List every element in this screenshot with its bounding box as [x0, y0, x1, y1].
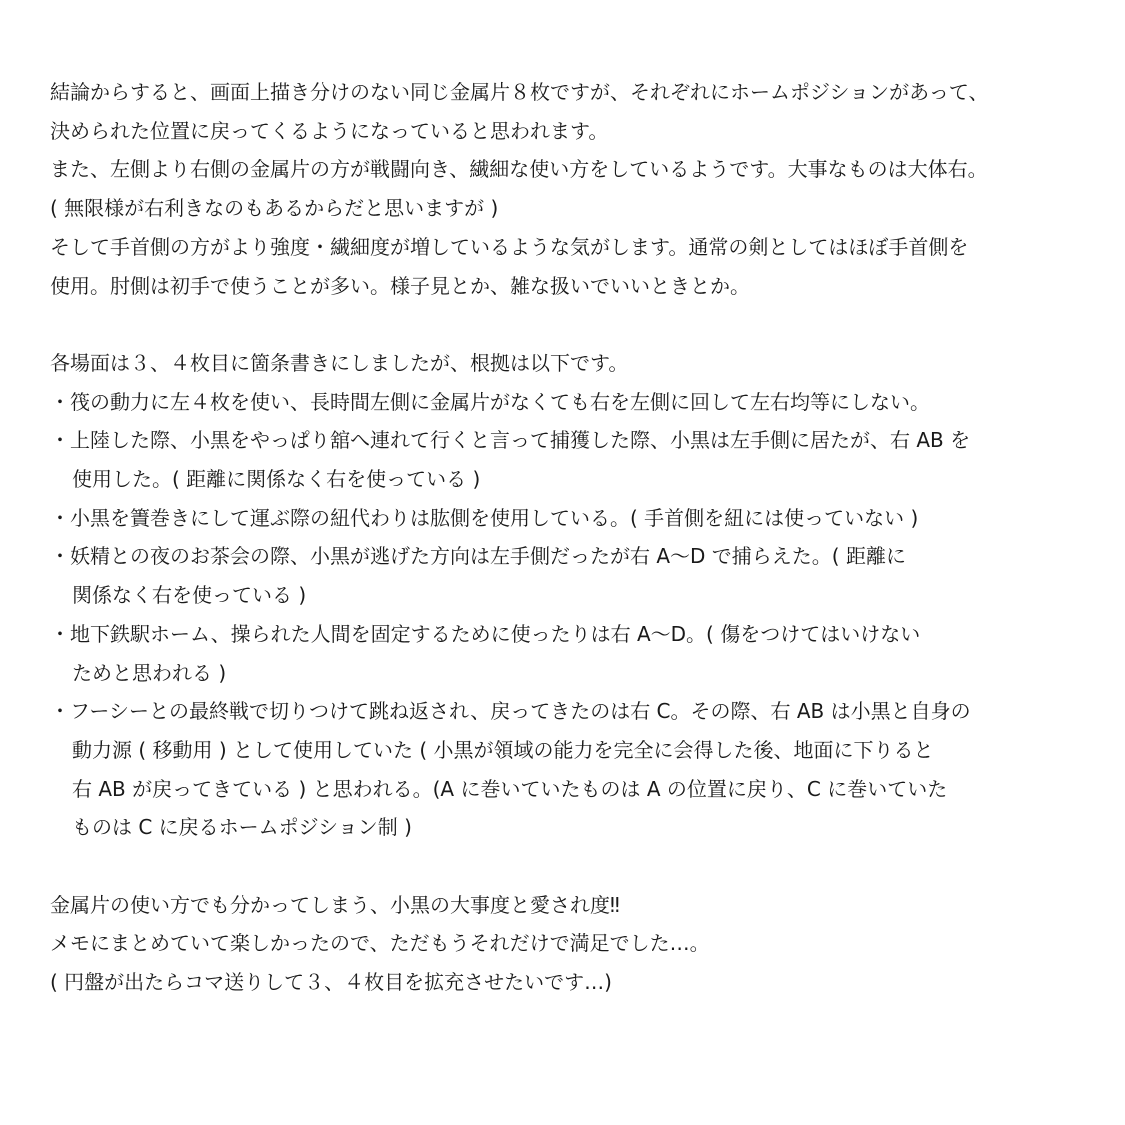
bullet-text: ・筏の動力に左４枚を使い、長時間左側に金属片がなくても右を左側に回して左右均等にしない。 [50, 389, 930, 414]
bullet-continuation: ものは C に戻るホームポジション制 ) [72, 815, 412, 840]
bullet-item [50, 383, 1100, 422]
text-line: 使用。肘側は初手で使うことが多い。様子見とか、雑な扱いでいいときとか。 [50, 273, 750, 298]
bullet-item [50, 615, 1100, 692]
bullet-continuation: 使用した。( 距離に関係なく右を使っている ) [72, 467, 481, 492]
text-line: そして手首側の方がより強度・繊細度が増しているような気がします。通常の剣としてはほぼ手首側を [50, 234, 969, 259]
bullet-item [50, 537, 1100, 614]
bullet-text: ・地下鉄駅ホーム、操られた人間を固定するために使ったりは右 A〜D。( 傷をつけてはいけない [50, 621, 921, 646]
text-line: 決められた位置に戻ってくるようになっていると思われます。 [50, 118, 609, 143]
bullet-continuation: 動力源 ( 移動用 ) として使用していた ( 小黒が領域の能力を完全に会得した後、地面に下りると [72, 737, 934, 762]
bullet-continuation: 関係なく右を使っている ) [72, 583, 307, 608]
evidence-bullet-list [50, 383, 1100, 847]
paragraph-spacer [50, 847, 1100, 886]
text-line: 結論からすると、画面上描き分けのない同じ金属片８枚ですが、それぞれにホームポジションがあって、 [50, 80, 989, 104]
text-line: ( 円盤が出たらコマ送りして３、４枚目を拡充させたいです…) [50, 970, 612, 995]
text-line: メモにまとめていて楽しかったので、ただもうそれだけで満足でした…。 [50, 931, 710, 956]
bullet-text: ・妖精との夜のお茶会の際、小黒が逃げた方向は左手側だったが右 A〜D で捕らえた。( 距離に [50, 544, 906, 569]
bullet-item [50, 499, 1100, 538]
bullet-continuation: 右 AB が戻ってきている ) と思われる。(A に巻いていたものは A の位置に戻り、C に巻いていた [72, 776, 948, 801]
memo-document [50, 73, 1100, 1002]
bullet-item [50, 692, 1100, 847]
closing-paragraph [50, 886, 1100, 1002]
paragraph-spacer [50, 305, 1100, 344]
text-line: ( 無限様が右利きなのもあるからだと思いますが ) [50, 196, 499, 221]
bullet-text: ・小黒を簀巻きにして運ぶ際の紐代わりは肱側を使用している。( 手首側を紐には使っていない ) [50, 505, 919, 530]
bullet-item [50, 421, 1100, 498]
text-line: また、左側より右側の金属片の方が戦闘向き、繊細な使い方をしているようです。大事なものは大体右。 [50, 157, 988, 182]
evidence-intro-line: 各場面は３、４枚目に箇条書きにしましたが、根拠は以下です。 [50, 350, 629, 375]
text-line: 金属片の使い方でも分かってしまう、小黒の大事度と愛され度‼ [50, 892, 620, 917]
bullet-continuation: ためと思われる ) [72, 660, 227, 685]
bullet-text: ・上陸した際、小黒をやっぱり舘へ連れて行くと言って捕獲した際、小黒は左手側に居たが、右 AB を [50, 428, 971, 453]
bullet-text: ・フーシーとの最終戦で切りつけて跳ね返され、戻ってきたのは右 C。その際、右 AB は小黒と自身の [50, 699, 971, 724]
intro-paragraph [50, 73, 1100, 305]
